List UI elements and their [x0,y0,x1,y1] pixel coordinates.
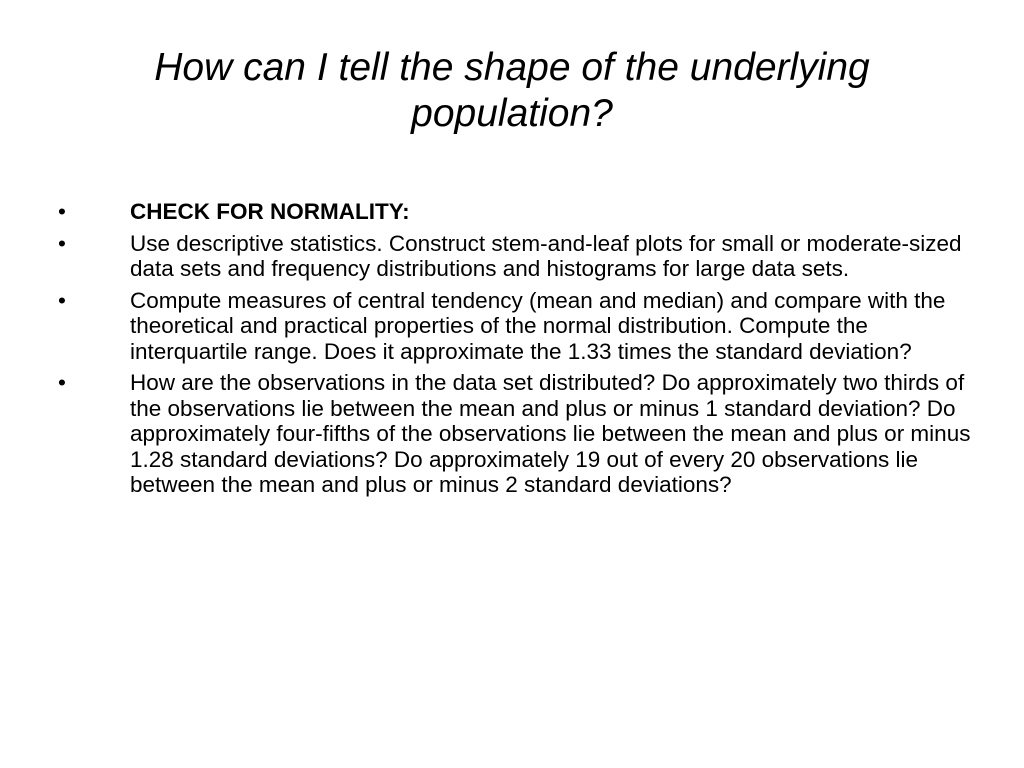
slide-title: How can I tell the shape of the underlying population? [154,46,870,135]
bullet-icon: • [58,287,66,313]
bullet-item [58,370,978,498]
bullet-list [58,199,978,504]
bullet-text: Use descriptive statistics. Construct stem-and-leaf plots for small or moderate-sized data sets and frequency distributions and histograms for large data sets. [130,230,962,281]
bullet-item [58,231,978,282]
bullet-heading: CHECK FOR NORMALITY: [130,199,410,224]
bullet-item [58,288,978,365]
bullet-text: Compute measures of central tendency (mean and median) and compare with the theoretical and practical properties of the normal distribution. Compute the interquartile range. Does it approximate the 1.33 times the standard deviation? [130,287,946,364]
bullet-item [58,199,978,225]
bullet-icon: • [58,370,66,395]
bullet-icon: • [58,199,66,224]
bullet-text: How are the observations in the data set distributed? Do approximately two thirds of the observations lie between the mean and plus or minus 1 standard deviation? Do approximately four-fifths of the observations lie between the mean and plus or minus 1.28 standard deviations? Do approximately 19 out of every 20 observations lie between the mean and plus or minus 2 standard deviations? [130,370,971,497]
bullet-icon: • [58,230,66,256]
